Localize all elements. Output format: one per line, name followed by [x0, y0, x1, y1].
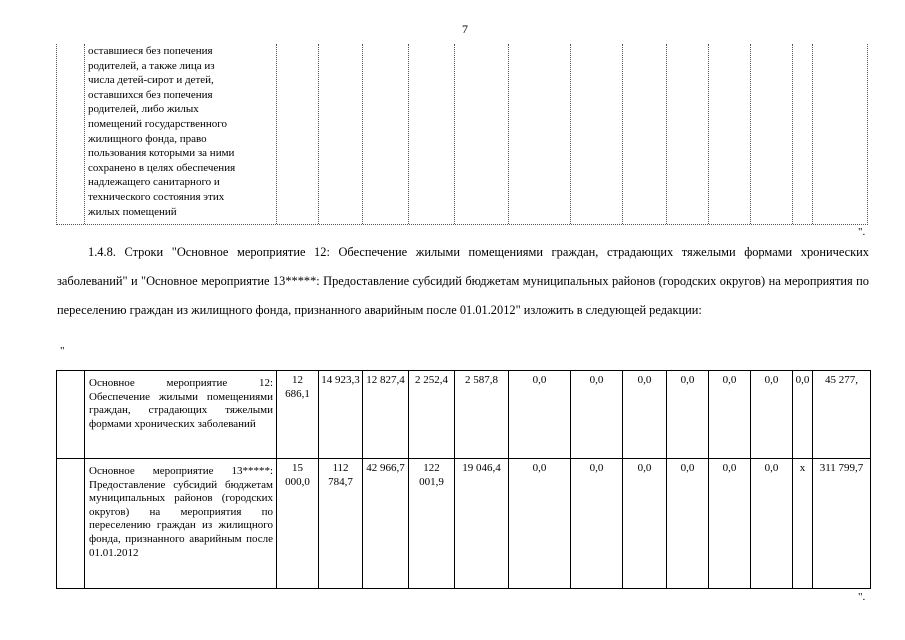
- column-divider: [812, 44, 813, 224]
- column-divider: [454, 44, 455, 224]
- column-divider: [622, 44, 623, 224]
- value-cell: 0,0: [623, 371, 667, 459]
- value-cell: 0,0: [793, 371, 813, 459]
- column-divider: [84, 44, 85, 224]
- program-table: [56, 370, 871, 589]
- value-cell: 0,0: [571, 371, 623, 459]
- page-number: 7: [462, 22, 468, 36]
- value-cell: 0,0: [623, 459, 667, 589]
- total-cell: 45 277,: [813, 371, 871, 459]
- value-cell: x: [793, 459, 813, 589]
- value-cell: 14 923,3: [319, 371, 363, 459]
- value-cell: 2 587,8: [455, 371, 509, 459]
- column-divider: [276, 44, 277, 224]
- value-cell: 122 001,9: [409, 459, 455, 589]
- value-cell: 0,0: [571, 459, 623, 589]
- row-number-cell: [57, 371, 85, 459]
- table-row: [57, 459, 871, 589]
- row-description: Основное мероприятие 13*****: Предоставление субсидий бюджетам муниципальных районов (городских округов) на мероприятия по переселению граждан из жилищного фонда, признанного аварийным после 01.01.2012: [85, 459, 277, 589]
- closing-quote: ".: [858, 591, 866, 603]
- value-cell: 0,0: [751, 371, 793, 459]
- column-divider: [708, 44, 709, 224]
- value-cell: 0,0: [709, 371, 751, 459]
- value-cell: 42 966,7: [363, 459, 409, 589]
- value-cell: 0,0: [751, 459, 793, 589]
- value-cell: 0,0: [667, 459, 709, 589]
- row-description: Основное мероприятие 12: Обеспечение жилыми помещениями граждан, страдающих тяжелыми формами хронических заболеваний: [85, 371, 277, 459]
- value-cell: 0,0: [509, 459, 571, 589]
- column-divider: [750, 44, 751, 224]
- continued-cell-text: оставшиеся без попечения родителей, а также лица из числа детей-сирот и детей, оставшихся без попечения родителей, либо жилых помещений государственного жилищного фонда, право пользования которыми за ними сохранено в целях обеспечения надлежащего санитарного и технического состояния этих жилых помещений: [88, 45, 236, 218]
- column-divider: [570, 44, 571, 224]
- column-divider: [318, 44, 319, 224]
- opening-quote: ": [60, 345, 65, 357]
- amendment-paragraph: 1.4.8. Строки "Основное мероприятие 12: Обеспечение жилыми помещениями граждан, страдающих тяжелыми формами хронических заболеваний" и "Основное мероприятие 13*****: Предоставление субсидий бюджетам муниципальных районов (городских округов) на мероприятия по переселению граждан из жилищного фонда, признанного аварийным после 01.01.2012" изложить в следующей редакции:: [57, 245, 869, 317]
- value-cell: 19 046,4: [455, 459, 509, 589]
- value-cell: 0,0: [667, 371, 709, 459]
- closing-quote: ".: [858, 226, 866, 238]
- value-cell: 2 252,4: [409, 371, 455, 459]
- column-divider: [666, 44, 667, 224]
- table-row: [57, 371, 871, 459]
- value-cell: 112 784,7: [319, 459, 363, 589]
- value-cell: 0,0: [509, 371, 571, 459]
- column-divider: [362, 44, 363, 224]
- column-divider: [792, 44, 793, 224]
- column-divider: [408, 44, 409, 224]
- row-number-cell: [57, 459, 85, 589]
- value-cell: 0,0: [709, 459, 751, 589]
- total-cell: 311 799,7: [813, 459, 871, 589]
- column-divider: [508, 44, 509, 224]
- value-cell: 12 686,1: [277, 371, 319, 459]
- value-cell: 15 000,0: [277, 459, 319, 589]
- continued-table: [56, 44, 868, 226]
- value-cell: 12 827,4: [363, 371, 409, 459]
